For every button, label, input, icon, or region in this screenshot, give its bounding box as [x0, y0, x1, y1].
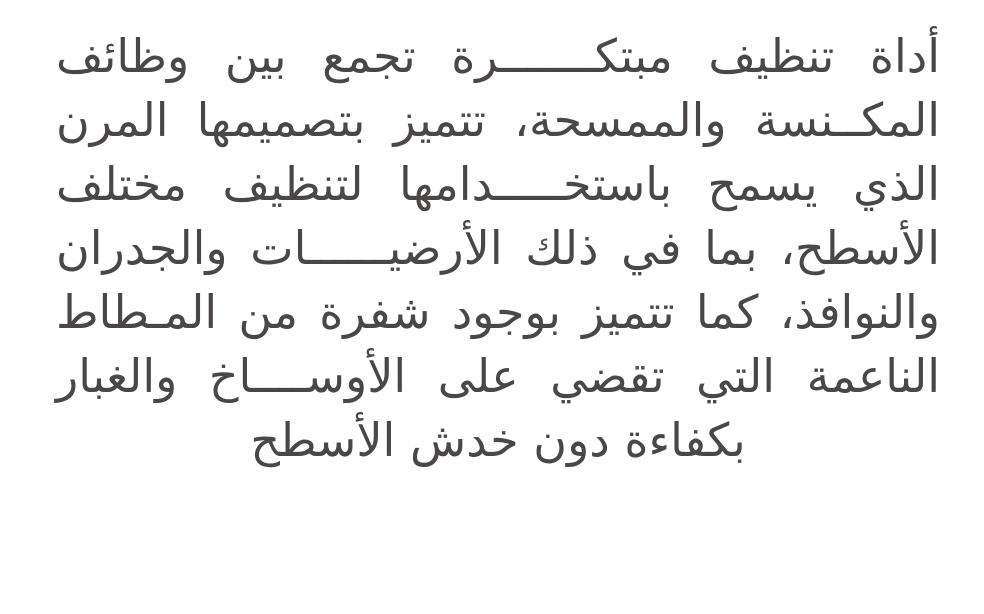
paragraph-line-2: المكــنسة والممسحة، تتميز بتصميمها المرن — [56, 93, 940, 147]
article-paragraph — [56, 24, 940, 472]
paragraph-line-4: الأسطح، بما في ذلك الأرضيــــــات والجدران — [56, 221, 940, 275]
paragraph-line-3: الذي يسمح باستخـــــدامها لتنظيف مختلف — [56, 157, 940, 211]
paragraph-line-1: أداة تنظيف مبتكـــــــرة تجمع بين وظائف — [56, 29, 940, 83]
paragraph-line-5: والنوافذ، كما تتميز بوجود شفرة من المـطاط — [56, 285, 940, 339]
paragraph-line-7: بكفاءة دون خدش الأسطح — [250, 413, 746, 467]
paragraph-line-6: الناعمة التي تقضي على الأوســــاخ والغبار — [56, 349, 940, 403]
